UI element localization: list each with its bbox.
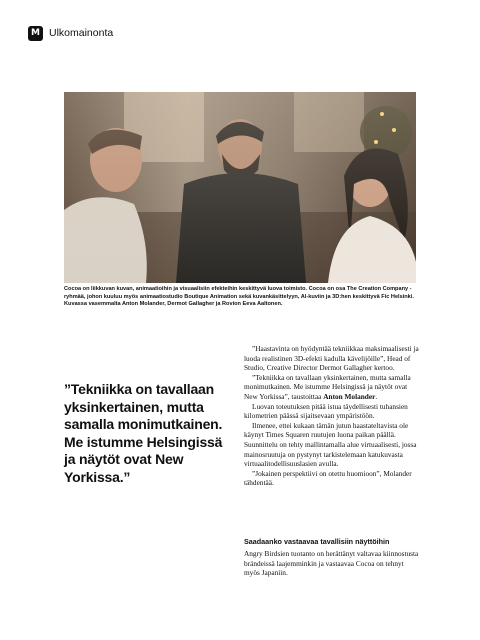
photo-caption: Cocoa on liikkuvan kuvan, animaatioihin ja visuaalisiin efekteihin keskittyvä luova toimisto. Cocoa on osa The Creation Company -ryhmää, johon kuuluu myös animaatiostudio Boutique Animation sekä kuvankäsittelyyn, AI-kuviin ja 3D:hen keskittyvä Fic Helsinki. Kuvassa vasemmalta Anton Molander, Dermot Gallagher ja Rovion Eeva Aaltonen. <box>64 286 414 308</box>
paragraph-text: ”Tekniikka on tavallaan yksinkertainen, mutta samalla monimutkainen. Me istumme Helsingissä ja näytöt ovat New Yorkissa”, taustoittaa <box>244 372 411 401</box>
section-subheading: Saadaanko vastaavaa tavallisiin näyttöihin <box>244 537 390 546</box>
photo-illustration <box>64 92 416 283</box>
article-paragraph: Luovan toteutuksen pitää istua täydellisesti tuhansien kilometrien päässä sijaitsevaan ympäristöön. <box>244 401 408 421</box>
article-paragraph: Ilmenee, ettei kukaan tämän jutun haastateltavista ole käynyt Times Squaren ruutujen luona paikan päällä. Suunnittelu on tehty mallintamalla alue virtuaalisesti, jossa mainosruutuja on pystynyt tarkistelemaan katukuvasta virtuaalitodellisuuslasien avulla. <box>244 420 417 469</box>
section-title: Ulkomainonta <box>49 27 114 39</box>
article-paragraph: ”Haastavinta on hyödyntää tekniikkaa maksimaalisesti ja luoda realistinen 3D-efekti kadulla kävelijöille”, Head of Studio, Creative Director Dermot Gallagher kertoo. <box>244 344 419 373</box>
article-body <box>244 344 420 488</box>
article-paragraph <box>244 373 420 402</box>
magazine-logo: M <box>28 26 43 41</box>
person-name: Anton Molander <box>323 391 376 401</box>
article-paragraph: ”Jokainen perspektiivi on otettu huomioon”, Molander tähdentää. <box>244 468 412 488</box>
page-header <box>28 24 113 42</box>
article-paragraph-tail: Angry Birdsien tuotanto on herättänyt valtavaa kiinnostusta brändeissä laajemminkin ja vastaavaa Cocoa on tehnyt myös Japaniin. <box>244 549 419 578</box>
article-photo <box>64 92 416 283</box>
paragraph-end: . <box>375 391 378 401</box>
pull-quote: ”Tekniikka on tavallaan yksinkertainen, mutta samalla monimutkainen. Me istumme Helsingissä ja näytöt ovat New Yorkissa.” <box>64 381 223 485</box>
